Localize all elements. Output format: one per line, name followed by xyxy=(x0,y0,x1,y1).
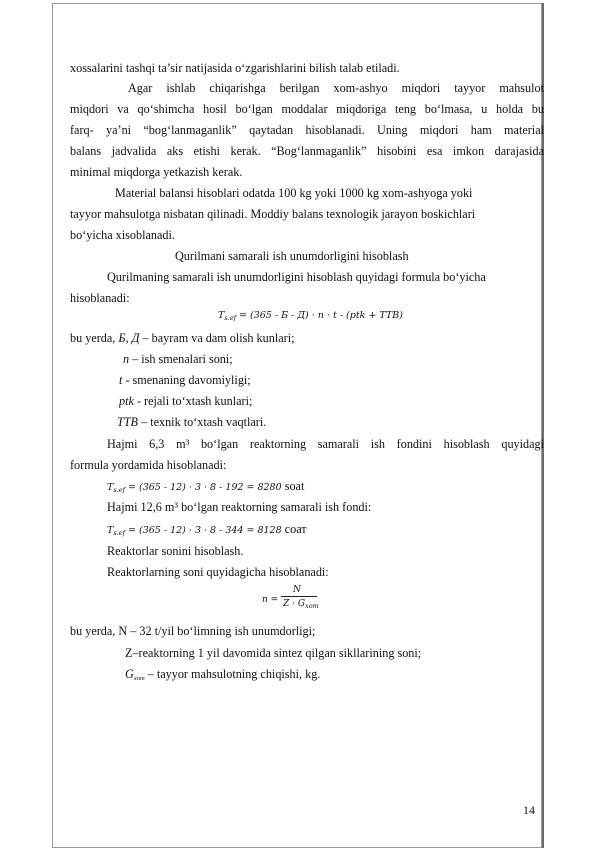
text-line: bo‘yicha xisoblanadi. xyxy=(70,228,175,242)
definition-line: n – ish smenalari soni; xyxy=(123,352,233,366)
text-line: bu yerda, Б, Д – bayram va dam olish kunlari; xyxy=(70,331,295,345)
formula-numerator: N xyxy=(293,585,301,595)
text-line: Agar ishlab chiqarishga berilgan xom-ashyo miqdori tayyor mahsulot xyxy=(128,81,544,95)
text-line: Reaktorlarning soni quyidagicha hisoblanadi: xyxy=(107,565,329,579)
formula-line xyxy=(107,478,304,496)
formula-12-6: $T_{s.ef} = (365 - 12) \cdot 3 \cdot 8 - 344 = 8128$ xyxy=(107,525,282,537)
text-line: Reaktorlar sonini hisoblash. xyxy=(107,544,244,558)
text-line: tayyor mahsulotga nisbatan qilinadi. Moddiy balans texnologik jarayon boskichlari xyxy=(70,207,476,221)
text-line: hisoblanadi: xyxy=(70,291,130,305)
text-line: Qurilmaning samarali ish unumdorligini hisoblash quyidagi formula bo‘yicha xyxy=(107,270,486,284)
unit-label: соат xyxy=(284,522,307,536)
definition-line: TTB – texnik to‘xtash vaqtlari. xyxy=(117,415,267,429)
formula-6-3: $T_{s.ef} = (365 - 12) \cdot 3 \cdot 8 - 192 = 8280$ xyxy=(107,482,282,494)
text-line: farq- ya’ni “bog‘lanmaganlik” qaytadan hisoblanadi. Uning miqdori ham material xyxy=(70,123,544,137)
formula-denominator: $Z \cdot G_{xom}$ xyxy=(283,599,319,610)
text-line: formula yordamida hisoblanadi: xyxy=(70,458,227,472)
text-line: Hajmi 6,3 m³ bo‘lgan reaktorning samarali ish fondini hisoblash quyidagi xyxy=(107,437,544,451)
text-line: Material balansi hisoblari odatda 100 kg yoki 1000 kg xom-ashyoga yoki xyxy=(115,186,473,200)
formula-effective-fund: $T_{s.ef} = (365 - Б - Д) \cdot n \cdot t - (ptk + TTB)$ xyxy=(218,310,403,322)
formula-line xyxy=(107,521,307,539)
formula-lhs: n = xyxy=(262,595,279,605)
unit-label: soat xyxy=(284,479,305,493)
definition-line: ptk - rejali to‘xtash kunlari; xyxy=(119,394,253,408)
section-heading: Qurilmani samarali ish unumdorligini hisoblash xyxy=(175,249,409,263)
text-line: Hajmi 12,6 m³ bo‘lgan reaktorning samarali ish fondi: xyxy=(107,500,372,514)
fraction-bar xyxy=(281,596,317,597)
text-line: minimal miqdorga yetkazish kerak. xyxy=(70,165,243,179)
text-line: bu yerda, N – 32 t/yil bo‘limning ish unumdorligi; xyxy=(70,624,316,638)
definition-line: Z–reaktorning 1 yil davomida sintez qilgan sikllarining soni; xyxy=(125,646,422,660)
page-number: 14 xyxy=(523,803,535,817)
text-line: miqdori va qo‘shimcha hosil bo‘lgan moddalar miqdoriga teng bo‘lmasa, u holda bu xyxy=(70,102,544,116)
definition-line: t - smenaning davomiyligi; xyxy=(119,373,251,387)
text-line: xossalarini tashqi ta’sir natijasida o‘zgarishlarini bilish talab etiladi. xyxy=(70,61,400,75)
definition-line: $G_{xom}$ – tayyor mahsulotning chiqishi, kg. xyxy=(125,667,321,682)
text-line: balans jadvalida aks etishi kerak. “Bog‘lanmaganlik” hisobini esa imkon darajasida xyxy=(70,144,544,158)
